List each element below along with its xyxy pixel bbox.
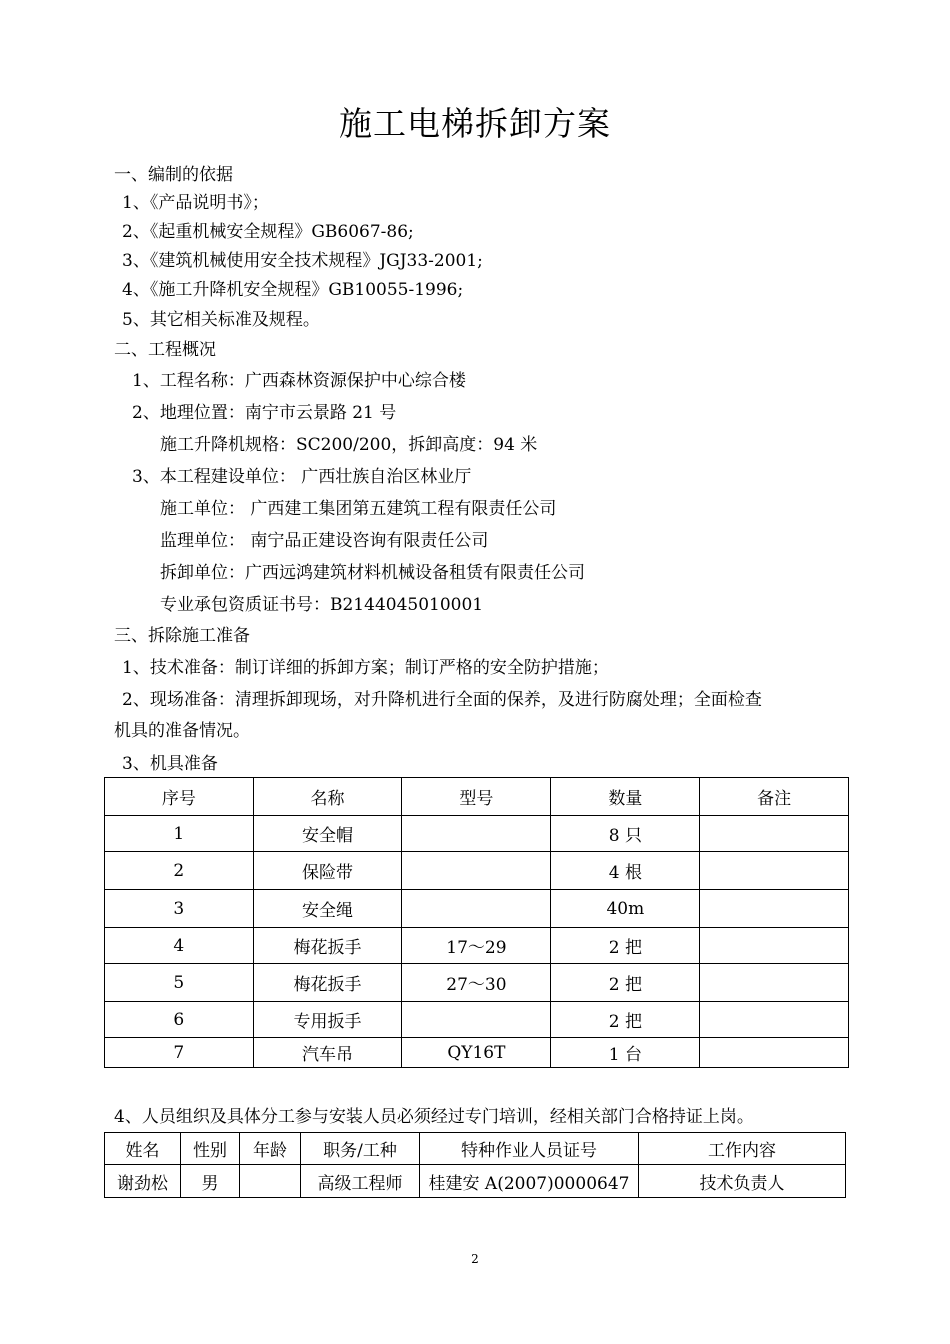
basis-item-3: 3、《建筑机械使用安全技术规程》JGJ33-2001; [122,251,483,271]
site-prep-line2: 机具的准备情况。 [114,721,250,741]
column-header: 特种作业人员证号 [420,1133,639,1165]
table-cell [700,928,849,964]
column-header: 职务/工种 [301,1133,420,1165]
basis-item-1: 1、《产品说明书》； [122,193,269,213]
site-prep-line1: 2、现场准备：清理拆卸现场，对升降机进行全面的保养，及进行防腐处理；全面检查 [122,690,762,710]
elevator-spec: 施工升降机规格：SC200/200，拆卸高度：94 米 [160,435,538,455]
equipment-header-row [105,778,849,816]
table-row [105,928,849,964]
column-header: 备注 [700,778,849,816]
builder-unit: 施工单位： 广西建工集团第五建筑工程有限责任公司 [160,499,557,519]
section-3-heading: 三、拆除施工准备 [114,626,250,646]
table-cell: 2 把 [551,964,700,1002]
table-cell [700,1038,849,1068]
table-cell [240,1165,301,1198]
project-location: 2、地理位置：南宁市云景路 21 号 [132,403,397,423]
table-cell [402,1002,551,1038]
basis-item-4: 4、《施工升降机安全规程》GB10055-1996; [122,280,464,300]
table-cell [402,852,551,890]
table-cell [700,890,849,928]
table-cell: 40m [551,890,700,928]
section-1-heading: 一、编制的依据 [114,165,233,185]
table-cell: 1 [105,816,254,852]
dismantler-unit: 拆卸单位：广西远鸿建筑材料机械设备租赁有限责任公司 [160,563,585,583]
project-name: 1、工程名称：广西森林资源保护中心综合楼 [132,371,466,391]
table-cell: 安全绳 [253,890,402,928]
table-cell: 2 [105,852,254,890]
table-cell [402,890,551,928]
tools-prep: 3、机具准备 [122,754,218,774]
table-cell: 高级工程师 [301,1165,420,1198]
table-cell [700,1002,849,1038]
column-header: 年龄 [240,1133,301,1165]
table-row [105,1038,849,1068]
table-row [105,816,849,852]
staff-header-row [105,1133,846,1165]
page-number: 2 [471,1252,479,1266]
table-cell: 3 [105,890,254,928]
table-row [105,890,849,928]
table-cell: 保险带 [253,852,402,890]
table-cell: 桂建安 A(2007)0000647 [420,1165,639,1198]
table-cell: 汽车吊 [253,1038,402,1068]
table-cell: 2 把 [551,928,700,964]
table-cell: 专用扳手 [253,1002,402,1038]
column-header: 工作内容 [639,1133,846,1165]
table-cell: 7 [105,1038,254,1068]
supervisor-unit: 监理单位： 南宁品正建设咨询有限责任公司 [160,531,489,551]
staff-table [104,1132,846,1198]
table-cell: 27～30 [402,964,551,1002]
table-cell: QY16T [402,1038,551,1068]
tech-prep: 1、技术准备：制订详细的拆卸方案；制订严格的安全防护措施； [122,658,609,678]
table-cell [700,852,849,890]
table-cell [402,816,551,852]
section-2-heading: 二、工程概况 [114,340,216,360]
column-header: 姓名 [105,1133,181,1165]
table-cell: 6 [105,1002,254,1038]
table-cell: 5 [105,964,254,1002]
table-cell [700,816,849,852]
table-row [105,964,849,1002]
table-cell: 男 [181,1165,240,1198]
column-header: 数量 [551,778,700,816]
equipment-table [104,777,849,1068]
table-cell: 谢劲松 [105,1165,181,1198]
page-title: 施工电梯拆卸方案 [339,104,611,143]
column-header: 序号 [105,778,254,816]
table-row [105,1165,846,1198]
table-cell: 安全帽 [253,816,402,852]
table-cell: 17～29 [402,928,551,964]
table-cell: 4 [105,928,254,964]
table-row [105,1002,849,1038]
table-cell: 技术负责人 [639,1165,846,1198]
table-cell: 梅花扳手 [253,928,402,964]
column-header: 型号 [402,778,551,816]
table-cell [700,964,849,1002]
table-cell: 8 只 [551,816,700,852]
table-cell: 梅花扳手 [253,964,402,1002]
table-cell: 4 根 [551,852,700,890]
qualification-cert: 专业承包资质证书号：B2144045010001 [160,595,484,615]
table-cell: 1 台 [551,1038,700,1068]
table-cell: 2 把 [551,1002,700,1038]
staff-note: 4、人员组织及具体分工参与安装人员必须经过专门培训，经相关部门合格持证上岗。 [114,1107,754,1127]
basis-item-5: 5、其它相关标准及规程。 [122,310,320,330]
table-row [105,852,849,890]
column-header: 性别 [181,1133,240,1165]
basis-item-2: 2、《起重机械安全规程》GB6067-86; [122,222,414,242]
owner-unit: 3、本工程建设单位： 广西壮族自治区林业厅 [132,467,472,487]
column-header: 名称 [253,778,402,816]
